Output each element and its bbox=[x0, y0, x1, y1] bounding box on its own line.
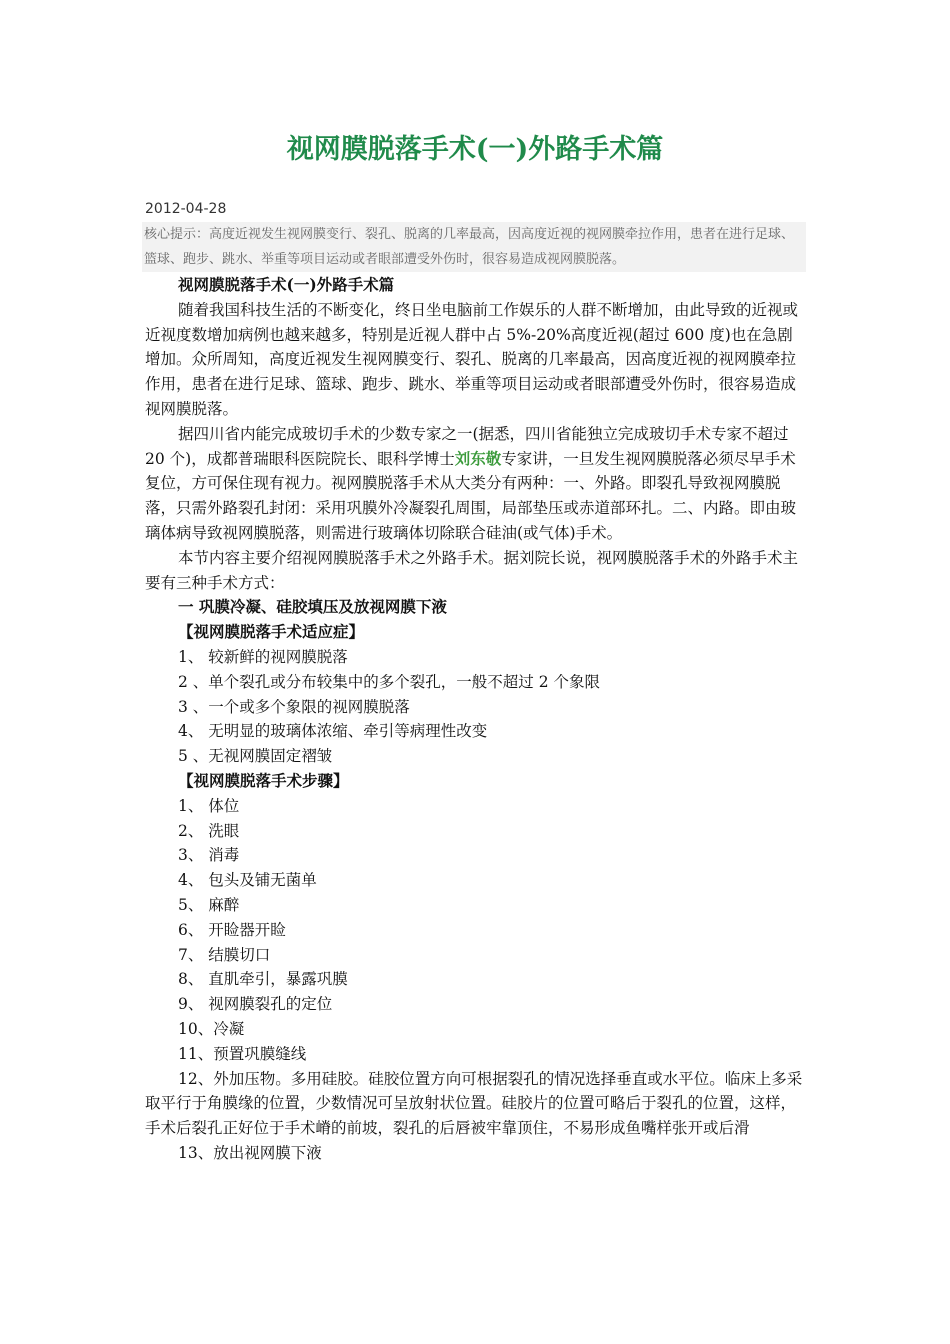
list-item: 3、 消毒 bbox=[178, 846, 240, 865]
list-item: 8、 直肌牵引，暴露巩膜 bbox=[178, 970, 348, 989]
article-title: 视网膜脱落手术(一)外路手术篇 bbox=[286, 134, 664, 165]
list-item: 5 、无视网膜固定褶皱 bbox=[178, 747, 333, 766]
list-item: 13、放出视网膜下液 bbox=[178, 1143, 322, 1162]
list-item: 10、冷凝 bbox=[178, 1019, 245, 1038]
list-item: 4、 包头及铺无菌单 bbox=[178, 871, 317, 890]
list-item: 3 、一个或多个象限的视网膜脱落 bbox=[178, 697, 410, 716]
doctor-name-link[interactable]: 刘东敬 bbox=[454, 448, 502, 468]
indications-heading: 【视网膜脱落手术适应症】 bbox=[178, 622, 365, 642]
section-heading: 一 巩膜冷凝、硅胶填压及放视网膜下液 bbox=[178, 597, 447, 617]
list-item: 2、 洗眼 bbox=[178, 821, 240, 840]
list-item: 2 、单个裂孔或分布较集中的多个裂孔，一般不超过 2 个象限 bbox=[178, 672, 601, 691]
list-item: 9、 视网膜裂孔的定位 bbox=[178, 995, 333, 1014]
steps-heading: 【视网膜脱落手术步骤】 bbox=[178, 770, 349, 790]
list-item: 11、预置巩膜缝线 bbox=[178, 1044, 307, 1063]
article-body bbox=[145, 273, 805, 1166]
paragraph-2-text-a: 据四川省内能完成玻切手术的少数专家之一(据悉，四川省能独立完成玻切手术专家不超过 20 个)，成都普瑞眼科医院院长、眼科学博士 bbox=[145, 424, 789, 468]
paragraph-2-text-b: 专家讲，一旦发生视网膜脱落必须尽早手术复位，方可保住现有视力。视网膜脱落手术从大类分有两种：一、外路。即裂孔导致视网膜脱落，只需外路裂孔封闭：采用巩膜外冷凝裂孔周围，局部垫压或赤道部环扎。二、内路。即由玻璃体病导致视网膜脱落，则需进行玻璃体切除联合硅油(或气体)手术。 bbox=[145, 449, 797, 542]
paragraph-2 bbox=[145, 422, 805, 546]
list-item: 1、 体位 bbox=[178, 796, 240, 815]
core-hint-box: 核心提示：高度近视发生视网膜变行、裂孔、脱离的几率最高，因高度近视的视网膜牵拉作用，患者在进行足球、篮球、跑步、跳水、举重等项目运动或者眼部遭受外伤时，很容易造成视网膜脱落。 bbox=[142, 222, 806, 272]
list-item: 6、 开睑器开睑 bbox=[178, 920, 286, 939]
publish-date: 2012-04-28 bbox=[145, 201, 227, 217]
article-subtitle: 视网膜脱落手术(一)外路手术篇 bbox=[178, 275, 395, 294]
paragraph-1: 随着我国科技生活的不断变化，终日坐电脑前工作娱乐的人群不断增加，由此导致的近视或近视度数增加病例也越来越多，特别是近视人群中占 5%-20%高度近视(超过 600 度)也在急剧增加。众所周知，高度近视发生视网膜变行、裂孔、脱离的几率最高，因高度近视的视网膜牵拉作用，患者在进行足球、篮球、跑步、跳水、举重等项目运动或者眼部遭受外伤时，很容易造成视网膜脱落。 bbox=[145, 300, 799, 418]
list-item: 4、 无明显的玻璃体浓缩、牵引等病理性改变 bbox=[178, 722, 488, 741]
list-item: 7、 结膜切口 bbox=[178, 945, 271, 964]
list-item-long: 12、外加压物。多用硅胶。硅胶位置方向可根据裂孔的情况选择垂直或水平位。临床上多采取平行于角膜缘的位置，少数情况可呈放射状位置。硅胶片的位置可略后于裂孔的位置，这样，手术后裂孔正好位于手术嵴的前坡，裂孔的后唇被牢靠顶住，不易形成鱼嘴样张开或后滑 bbox=[145, 1069, 803, 1138]
list-item: 1、 较新鲜的视网膜脱落 bbox=[178, 647, 348, 666]
list-item: 5、 麻醉 bbox=[178, 895, 240, 914]
paragraph-3: 本节内容主要介绍视网膜脱落手术之外路手术。据刘院长说，视网膜脱落手术的外路手术主要有三种手术方式： bbox=[145, 548, 799, 592]
